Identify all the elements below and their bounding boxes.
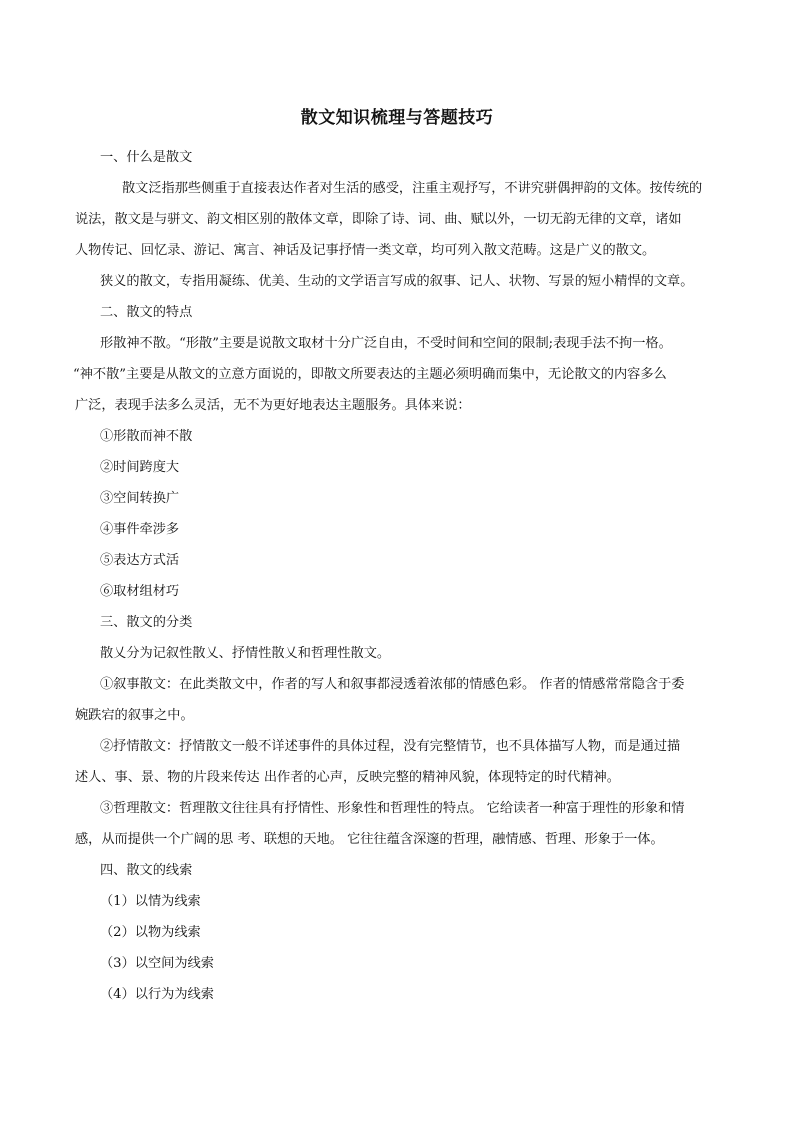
paragraph-line: 形散神不散。“形散”主要是说散文取材十分广泛自由，不受时间和空间的限制;表现手法不拘一格。 bbox=[100, 336, 672, 351]
paragraph-line: 散文泛指那些侧重于直接表达作者对生活的感受，注重主观抒写，不讲究骈偶押韵的文体。按传统的 bbox=[122, 181, 703, 196]
paragraph-line: 述人、事、景、物的片段来传达 出作者的心声，反映完整的精神风貌，体现特定的时代精神。 bbox=[75, 770, 620, 785]
paragraph-line: 感，从而提供一个广阔的思 考、联想的天地。 它往往蕴含深邃的哲理，融情感、哲理、形象于一体。 bbox=[75, 832, 664, 847]
paragraph-line: ①叙事散文：在此类散文中，作者的写人和叙事都浸透着浓郁的情感色彩。 作者的情感常常隐含于委 bbox=[100, 677, 685, 692]
list-item: ⑥取材组材巧 bbox=[100, 584, 180, 599]
list-item: ③空间转换广 bbox=[100, 491, 180, 506]
paragraph-line: 婉跌宕的叙事之中。 bbox=[75, 708, 194, 723]
paragraph-line: ③哲理散文：哲理散文往往具有抒情性、形象性和哲理性的特点。 它给读者一种富于理性的形象和情 bbox=[100, 801, 685, 816]
document-title: 散文知识梳理与答题技巧 bbox=[300, 108, 494, 128]
paragraph-line: ②抒情散文：抒情散文一般不详述事件的具体过程，没有完整情节，也不具体描写人物，而是通过描 bbox=[100, 739, 681, 754]
paragraph-line: 广泛，表现手法多么灵活，无不为更好地表达主题服务。具体来说： bbox=[75, 398, 471, 413]
list-item: （4）以行为为线索 bbox=[100, 987, 214, 1002]
section-heading-1: 一、什么是散文 bbox=[100, 150, 193, 165]
document-body bbox=[73, 142, 725, 1010]
list-item: ⑤表达方式活 bbox=[100, 553, 180, 568]
paragraph-line: 散乂分为记叙性散乂、抒情性散乂和哲理性散文。 bbox=[100, 646, 391, 661]
list-item: （1）以情为线索 bbox=[100, 894, 201, 909]
section-heading-2: 二、散文的特点 bbox=[100, 305, 193, 320]
list-item: ②时间跨度大 bbox=[100, 460, 180, 475]
list-item: （2）以物为线索 bbox=[100, 925, 201, 940]
section-heading-3: 三、散文的分类 bbox=[100, 615, 193, 630]
list-item: ④事件牵涉多 bbox=[100, 522, 180, 537]
section-heading-4: 四、散文的线索 bbox=[100, 863, 193, 878]
list-item: （3）以空间为线索 bbox=[100, 956, 214, 971]
paragraph-line: 狭义的散文，专指用凝练、优美、生动的文学语言写成的叙事、记人、状物、写景的短小精悍的文章。 bbox=[100, 274, 694, 289]
paragraph-line: 人物传记、回忆录、游记、寓言、神话及记事抒情一类文章，均可列入散文范畴。这是广义的散文。 bbox=[75, 243, 656, 258]
paragraph-line: “神不散”主要是从散文的立意方面说的，即散文所要表达的主题必须明确而集中，无论散文的内容多么 bbox=[73, 367, 667, 382]
paragraph-line: 说法，散文是与骈文、韵文相区别的散体文章，即除了诗、词、曲、赋以外，一切无韵无律的文章，诸如 bbox=[75, 212, 682, 227]
list-item: ①形散而神不散 bbox=[100, 429, 193, 444]
